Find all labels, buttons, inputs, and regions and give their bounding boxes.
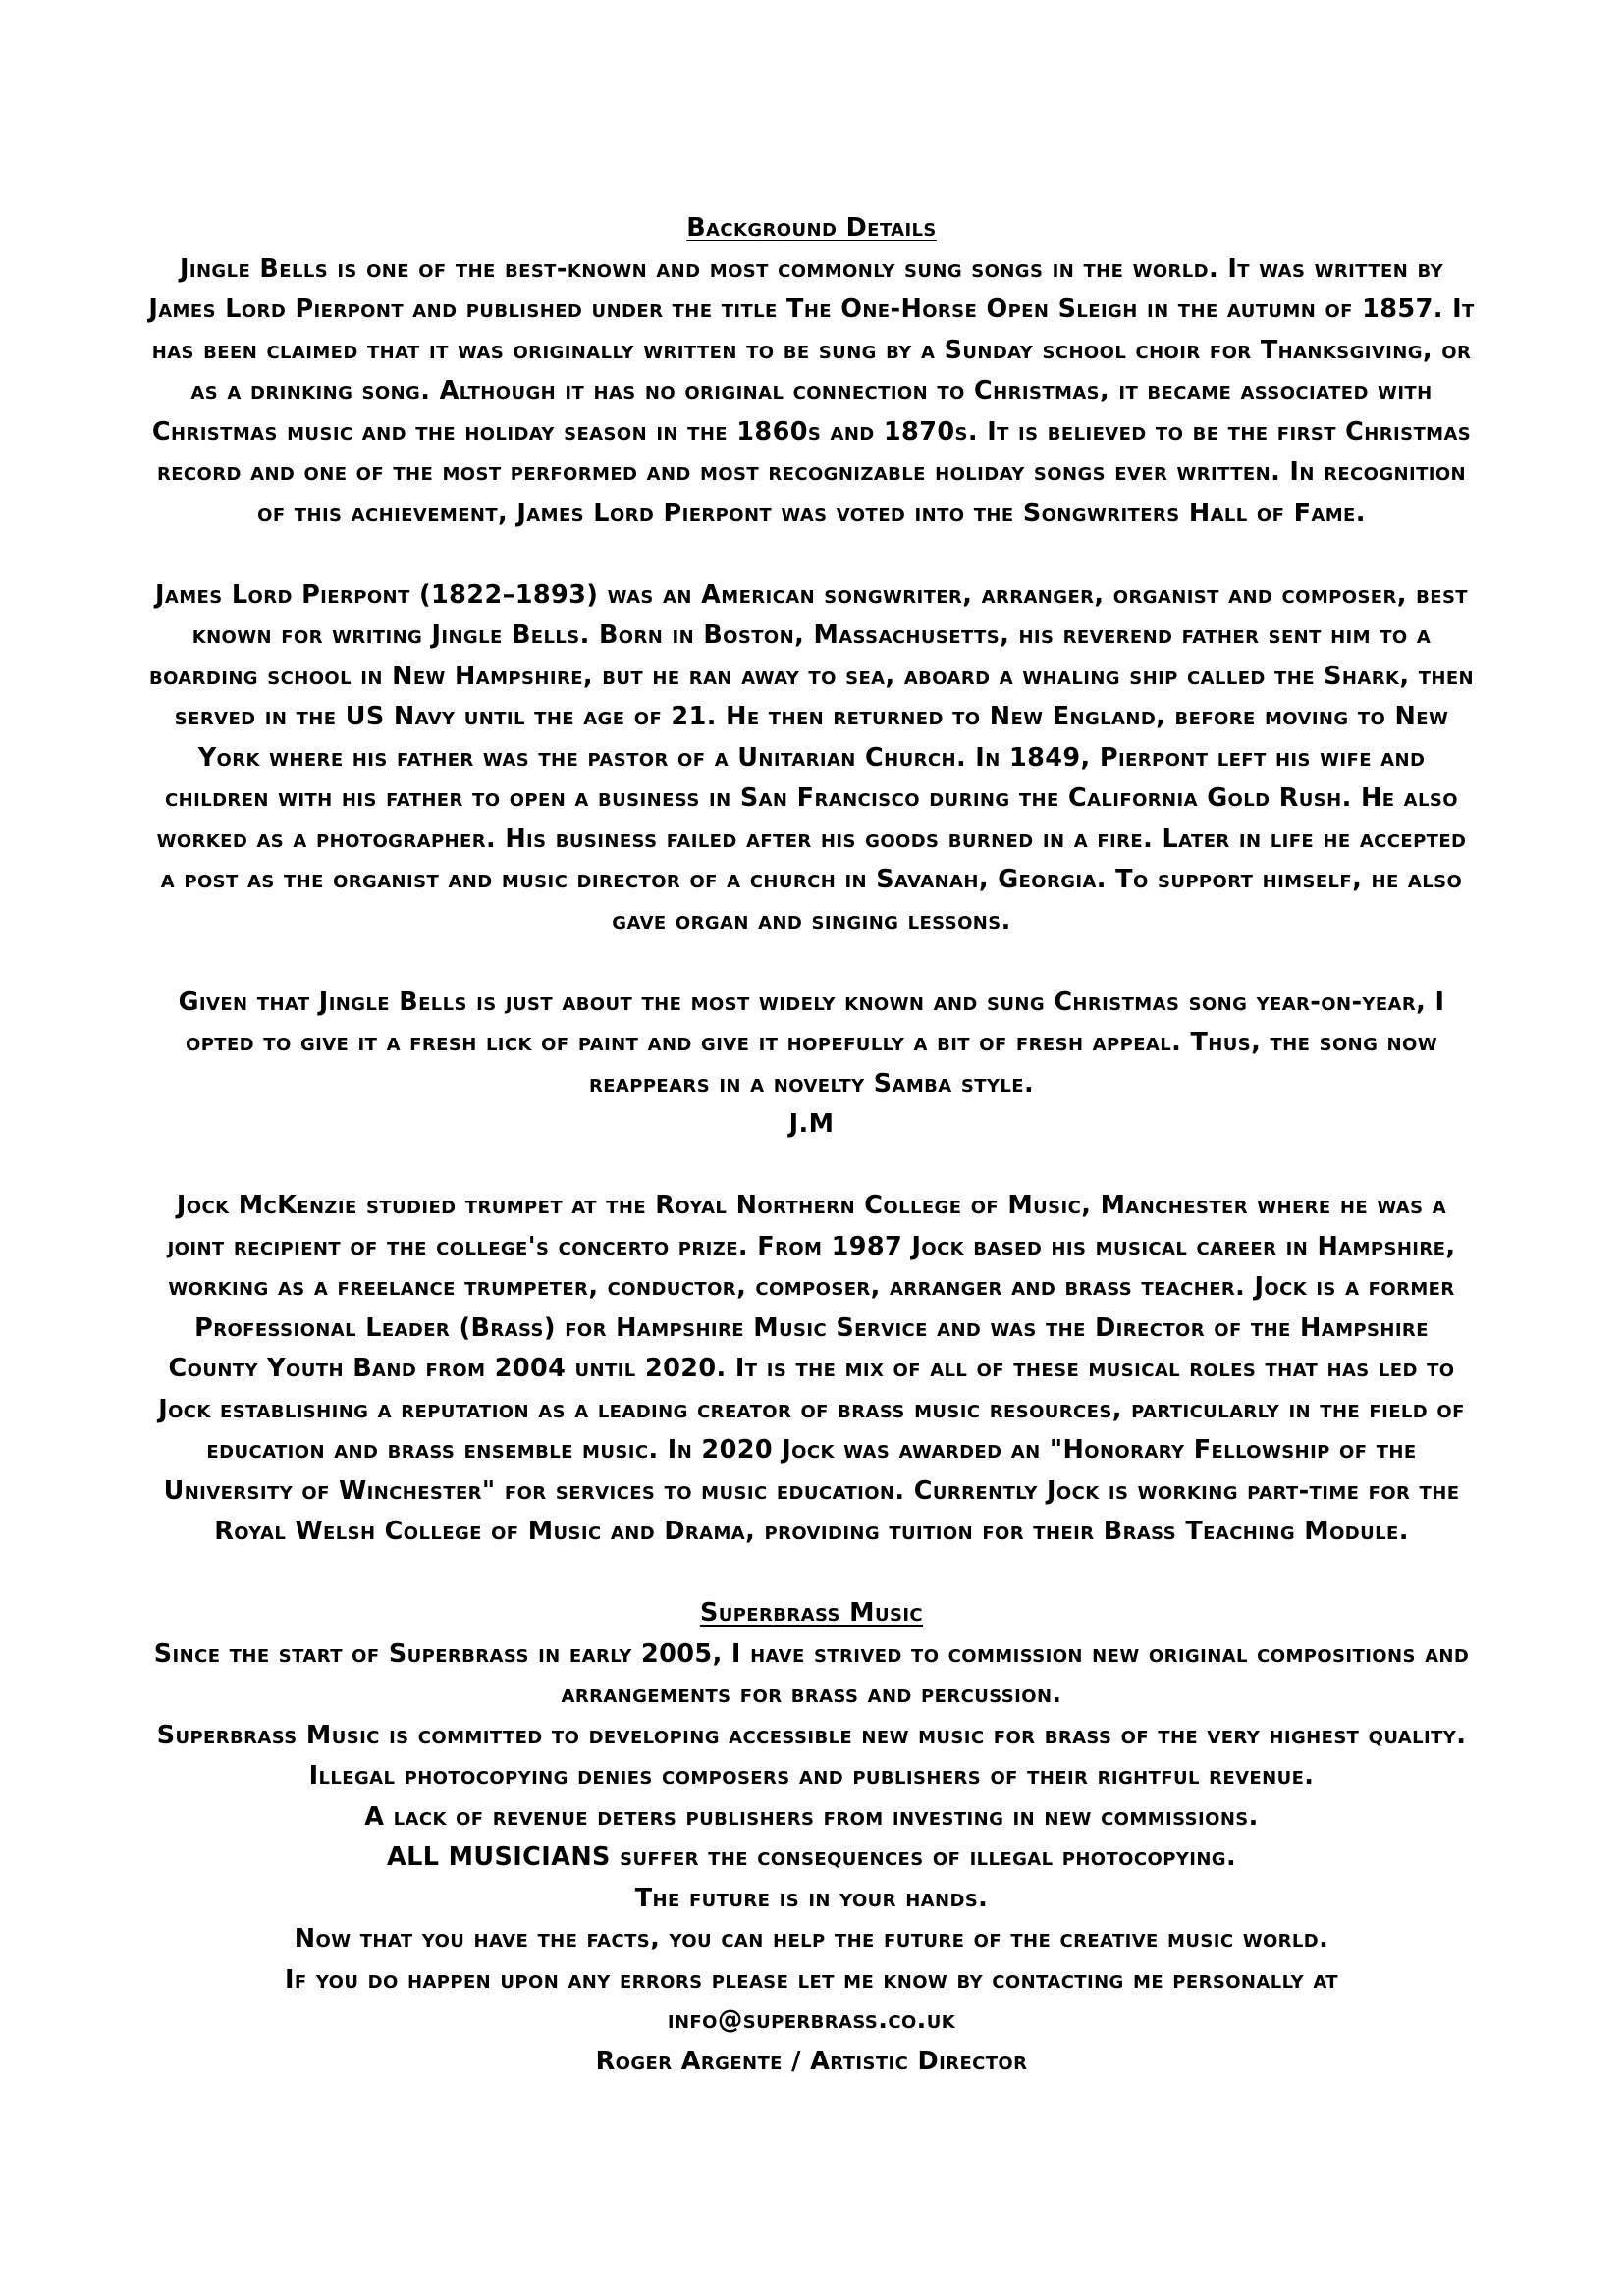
background-paragraph-2: James Lord Pierpont (1822–1893) was an American songwriter, arranger, organist and composer, best known for writing Jingle Bells. Born in Boston, Massachusetts, his reverend father sent him to a boarding school in New Hampshire, but he ran away to sea, aboard a whaling ship called the Shark, then served in the US Navy until the age of 21. He then returned to New England, before moving to New York where his father was the pastor of a Unitarian Church. In 1849, Pierpont left his wife and children with his father to open a business in San Francisco during the California Gold Rush. He also worked as a photographer. His business failed after his goods burned in a fire. Later in life he accepted a post as the organist and music director of a church in Savanah, Georgia. To support himself, he also gave organ and singing lessons. (148, 579, 1475, 935)
document-page (147, 208, 1476, 2082)
superbrass-line-3: Illegal photocopying denies composers and publishers of their rightful revenue. (308, 1761, 1315, 1790)
contact-email: info@superbrass.co.uk (667, 2005, 956, 2035)
background-details-heading: Background Details (686, 213, 937, 242)
background-paragraph-1: Jingle Bells is one of the best-known and most commonly sung songs in the world. It was written by James Lord Pierpont and published under the title The One-Horse Open Sleigh in the autumn of 1857. It has been claimed that it was originally written to be sung by a Sunday school choir for Thanksgiving, or as a drinking song. Although it has no original connection to Christmas, it became associated with Christmas music and the holiday season in the 1860s and 1870s. It is believed to be the first Christmas record and one of the most performed and most recognizable holiday songs ever written. In recognition of this achievement, James Lord Pierpont was voted into the Songwriters Hall of Fame. (148, 253, 1475, 528)
background-paragraph-3: Given that Jingle Bells is just about the most widely known and sung Christmas song year-on-year, I opted to give it a fresh lick of paint and give it hopefully a bit of fresh appeal. Thus, the song now reappears in a novelty Samba style. (178, 987, 1445, 1098)
superbrass-music-heading: Superbrass Music (699, 1598, 924, 1628)
superbrass-line-1: Since the start of Superbrass in early 2005, I have strived to commission new original compositions and arrangements for brass and percussion. (153, 1638, 1470, 1709)
superbrass-line-2: Superbrass Music is committed to developing accessible new music for brass of the very highest quality. (156, 1720, 1467, 1750)
superbrass-line-5-rest: suffer the consequences of illegal photocopying. (610, 1842, 1237, 1872)
spacer (147, 941, 1476, 983)
superbrass-line-6: The future is in your hands. (634, 1883, 989, 1913)
spacer (147, 534, 1476, 575)
superbrass-line-7: Now that you have the facts, you can help the future of the creative music world. (294, 1924, 1329, 1953)
all-musicians-emphasis: ALL MUSICIANS (386, 1842, 611, 1872)
author-initials: J.M (788, 1109, 835, 1139)
superbrass-line-8: If you do happen upon any errors please let me know by contacting me personally at (285, 1964, 1338, 1995)
spacer (147, 1553, 1476, 1594)
signature: Roger Argente / Artistic Director (595, 2046, 1028, 2076)
composer-biography: Jock McKenzie studied trumpet at the Royal Northern College of Music, Manchester where he was a joint recipient of the college's concerto prize. From 1987 Jock based his musical career in Hampshire, working as a freelance trumpeter, conductor, composer, arranger and brass teacher. Jock is a former Professional Leader (Brass) for Hampshire Music Service and was the Director of the Hampshire County Youth Band from 2004 until 2020. It is the mix of all of these musical roles that has led to Jock establishing a reputation as a leading creator of brass music resources, particularly in the field of education and brass ensemble music. In 2020 Jock was awarded an "Honorary Fellowship of the University of Winchester" for services to music education. Currently Jock is working part-time for the Royal Welsh College of Music and Drama, providing tuition for their Brass Teaching Module. (158, 1191, 1465, 1546)
spacer (147, 1146, 1476, 1187)
superbrass-line-5 (147, 1838, 1476, 1879)
superbrass-line-4: A lack of revenue deters publishers from investing in new commissions. (364, 1801, 1259, 1832)
